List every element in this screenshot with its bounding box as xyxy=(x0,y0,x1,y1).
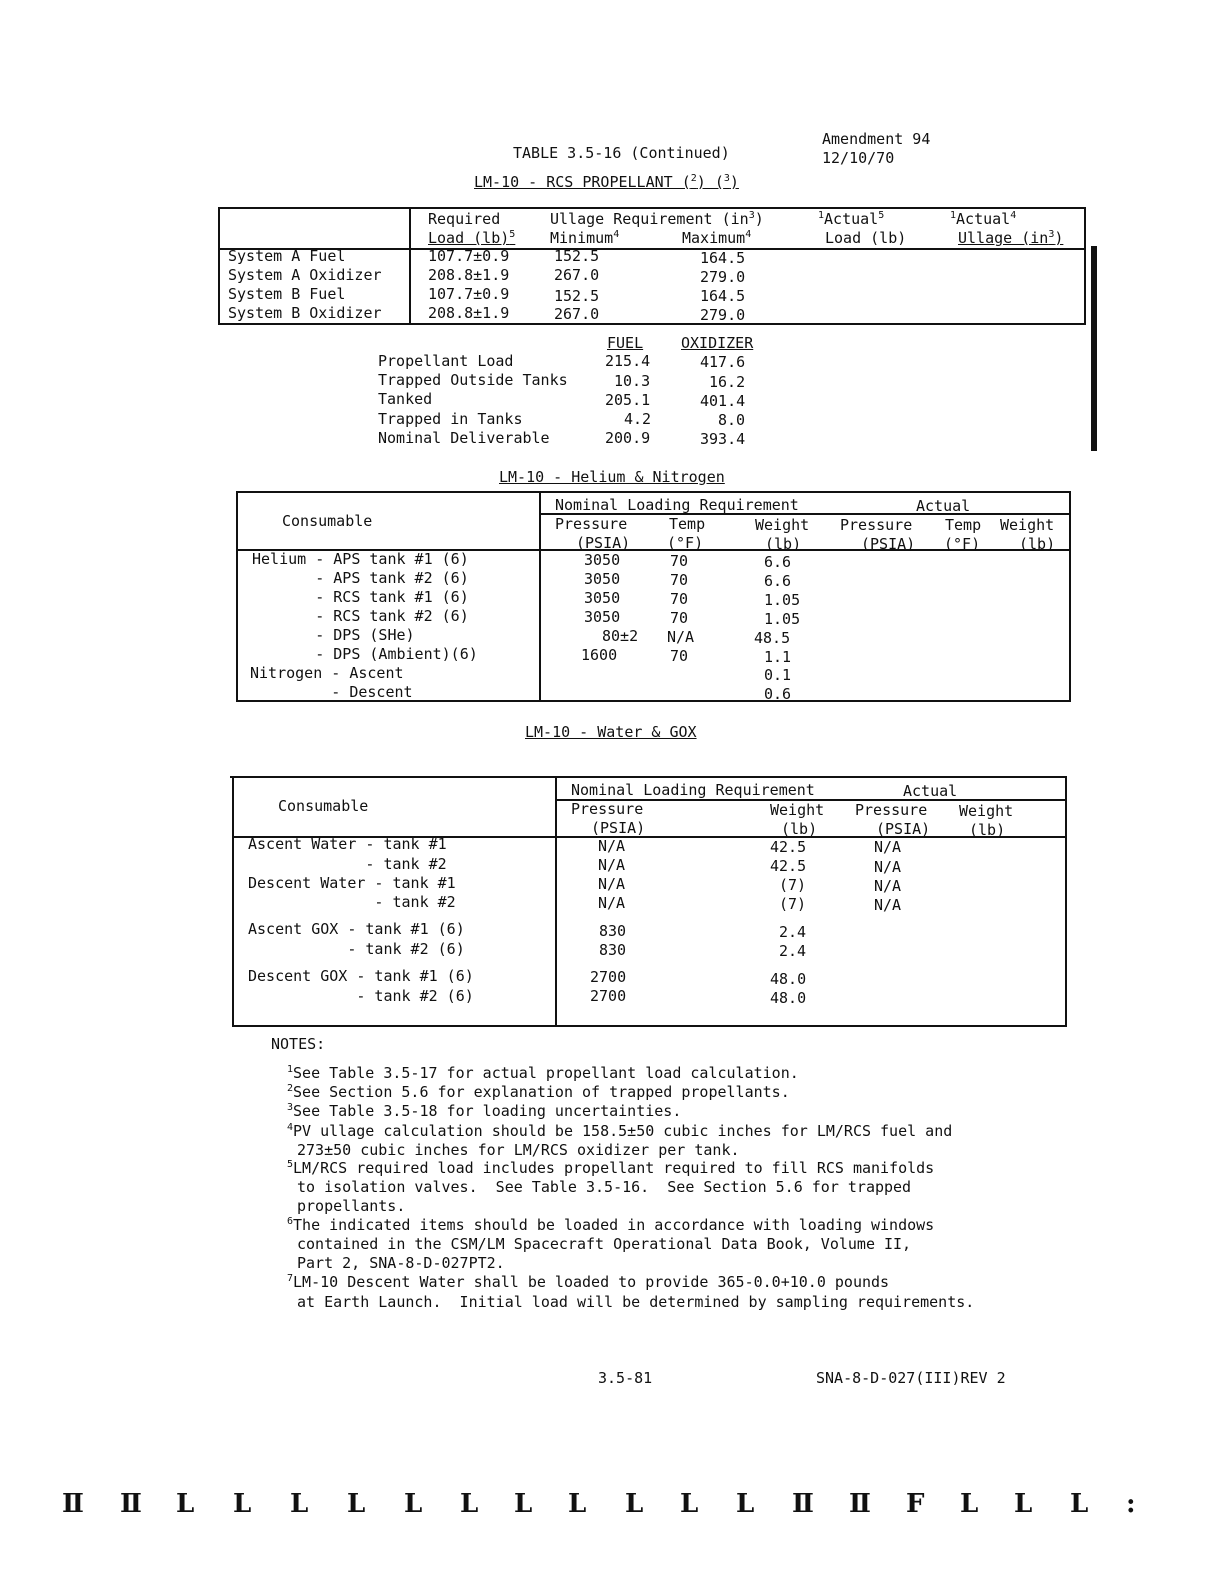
summary-row-oxidizer: 8.0 xyxy=(718,411,746,429)
water-row-pressure: 2700 xyxy=(590,987,627,1005)
summary-row-fuel: 200.9 xyxy=(605,429,651,447)
note-line: $^2$See Section 5.6 for explanation of trapped propellants. xyxy=(287,1083,790,1101)
rcs-row-label: System B Fuel xyxy=(228,285,346,303)
helium-header-actual-degf: (°F) xyxy=(944,535,981,553)
summary-row-fuel: 205.1 xyxy=(605,391,651,409)
summary-row-label: Trapped in Tanks xyxy=(378,410,523,428)
water-row-label: - tank #2 xyxy=(248,855,447,873)
helium-row-pressure: 3050 xyxy=(584,570,621,588)
revision-change-bar xyxy=(1091,246,1097,451)
helium-row-temp: 70 xyxy=(670,571,689,589)
page-number: 3.5-81 xyxy=(598,1369,653,1387)
helium-row-weight: 1.05 xyxy=(764,610,801,628)
note-line: at Earth Launch. Initial load will be determined by sampling requirements. xyxy=(297,1293,975,1311)
rcs-row-load: 107.7±0.9 xyxy=(428,247,510,265)
rcs-row-label: System A Fuel xyxy=(228,247,346,265)
helium-header-actual-lb: (lb) xyxy=(1019,535,1056,553)
water-row-label: - tank #2 xyxy=(248,893,456,911)
amendment-label: Amendment 94 xyxy=(822,130,931,148)
helium-header-pressure: Pressure xyxy=(555,515,628,533)
rcs-header-actual-load: $^1$Actual$^5$ xyxy=(818,210,885,228)
water-row-weight: 2.4 xyxy=(779,923,807,941)
water-row-actual-pressure: N/A xyxy=(874,838,902,856)
water-row-label: Ascent Water - tank #1 xyxy=(248,835,447,853)
summary-row-label: Nominal Deliverable xyxy=(378,429,550,447)
note-line: $^3$See Table 3.5-18 for loading uncertainties. xyxy=(287,1102,682,1120)
helium-header-actual-temp: Temp xyxy=(945,516,982,534)
helium-row-pressure: 3050 xyxy=(584,551,621,569)
water-row-actual-pressure: N/A xyxy=(874,896,902,914)
helium-row-label: - RCS tank #1 (6) xyxy=(252,588,469,606)
summary-row-oxidizer: 16.2 xyxy=(709,373,746,391)
summary-row-oxidizer: 393.4 xyxy=(700,430,746,448)
water-row-label: Ascent GOX - tank #1 (6) xyxy=(248,920,465,938)
note-line: 273±50 cubic inches for LM/RCS oxidizer per tank. xyxy=(297,1141,740,1159)
note-line: $^7$LM-10 Descent Water shall be loaded to provide 365-0.0+10.0 pounds xyxy=(287,1273,890,1291)
water-row-pressure: N/A xyxy=(598,894,626,912)
note-line: to isolation valves. See Table 3.5-16. See Section 5.6 for trapped xyxy=(297,1178,912,1196)
summary-row-label: Trapped Outside Tanks xyxy=(378,371,568,389)
helium-row-pressure: 80±2 xyxy=(602,627,639,645)
water-column-divider xyxy=(555,776,557,1027)
rcs-header-minimum: Minimum$^4$ xyxy=(550,229,620,247)
rcs-header-actual-load-unit: Load (lb) xyxy=(825,229,907,247)
binding-mark-icon: L xyxy=(514,1489,533,1519)
summary-row-label: Propellant Load xyxy=(378,352,514,370)
note-line: $^1$See Table 3.5-17 for actual propellant load calculation. xyxy=(287,1064,799,1082)
rcs-row-max: 164.5 xyxy=(700,249,746,267)
binding-mark-icon: Ⅱ xyxy=(849,1489,871,1519)
water-row-label: Descent Water - tank #1 xyxy=(248,874,456,892)
summary-header-oxidizer: OXIDIZER xyxy=(681,334,754,352)
helium-header-degf: (°F) xyxy=(667,534,704,552)
water-row-pressure: N/A xyxy=(598,856,626,874)
water-row-weight: 48.0 xyxy=(770,989,807,1007)
rcs-row-label: System B Oxidizer xyxy=(228,304,382,322)
rcs-header-ullage: Ullage Requirement $(in^3)$ xyxy=(550,210,764,228)
helium-header-nominal: Nominal Loading Requirement xyxy=(555,496,799,514)
helium-row-weight: 0.1 xyxy=(764,666,792,684)
helium-row-weight: 0.6 xyxy=(764,685,792,703)
rcs-header-required: Required xyxy=(428,210,501,228)
helium-row-label: - DPS (SHe) xyxy=(252,626,415,644)
document-id: SNA-8-D-027(III)REV 2 xyxy=(816,1369,1006,1387)
water-row-label: Descent GOX - tank #1 (6) xyxy=(248,967,474,985)
binding-mark-icon: L xyxy=(233,1489,252,1519)
binding-mark-icon: L xyxy=(1014,1489,1033,1519)
helium-row-weight: 1.05 xyxy=(764,591,801,609)
rcs-row-max: 164.5 xyxy=(700,287,746,305)
water-row-weight: 2.4 xyxy=(779,942,807,960)
water-row-label: - tank #2 (6) xyxy=(248,987,474,1005)
summary-row-oxidizer: 401.4 xyxy=(700,392,746,410)
helium-row-pressure: 3050 xyxy=(584,589,621,607)
rcs-row-min: 267.0 xyxy=(554,305,600,323)
binding-mark-icon: L xyxy=(736,1489,755,1519)
water-row-weight: (7) xyxy=(779,895,807,913)
rcs-column-divider xyxy=(409,207,411,325)
rcs-row-load: 107.7±0.9 xyxy=(428,285,510,303)
water-row-pressure: N/A xyxy=(598,837,626,855)
rcs-row-min: 152.5 xyxy=(554,287,600,305)
helium-header-consumable: Consumable xyxy=(282,512,373,530)
helium-header-actual-weight: Weight xyxy=(1000,516,1055,534)
water-row-weight: 42.5 xyxy=(770,857,807,875)
helium-header-actual-psia: (PSIA) xyxy=(861,535,916,553)
water-row-actual-pressure: N/A xyxy=(874,858,902,876)
rcs-row-max: 279.0 xyxy=(700,268,746,286)
binding-mark-icon: L xyxy=(404,1489,423,1519)
binding-mark-icon: L xyxy=(1070,1489,1089,1519)
helium-header-psia: (PSIA) xyxy=(576,534,631,552)
amendment-date: 12/10/70 xyxy=(822,149,895,167)
binding-mark-icon: F xyxy=(906,1489,925,1519)
note-line: $^4$PV ullage calculation should be 158.5±50 cubic inches for LM/RCS fuel and xyxy=(287,1122,953,1140)
helium-row-label: Helium - APS tank #1 (6) xyxy=(252,550,469,568)
binding-mark-icon: L xyxy=(625,1489,644,1519)
water-header-actual-weight: Weight xyxy=(959,802,1014,820)
water-row-pressure: 830 xyxy=(599,922,627,940)
rcs-row-load: 208.8±1.9 xyxy=(428,266,510,284)
water-header-nominal: Nominal Loading Requirement xyxy=(571,781,815,799)
helium-row-label: - DPS (Ambient)(6) xyxy=(252,645,478,663)
table-title: TABLE 3.5-16 (Continued) xyxy=(513,144,730,162)
helium-header-actual-pressure: Pressure xyxy=(840,516,913,534)
binding-mark-icon: L xyxy=(568,1489,587,1519)
binding-mark-icon: L xyxy=(460,1489,479,1519)
helium-column-divider xyxy=(539,491,541,702)
rcs-section-title: LM-10 - RCS PROPELLANT ($^2$) ($^3$) xyxy=(474,173,739,191)
water-row-pressure: N/A xyxy=(598,875,626,893)
rcs-header-actual-ullage: $^1$Actual$^4$ xyxy=(950,210,1017,228)
rcs-header-load: Load (lb)$^5$ xyxy=(428,229,516,247)
helium-row-temp: 70 xyxy=(670,552,689,570)
binding-mark-icon: L xyxy=(347,1489,366,1519)
water-header-actual: Actual xyxy=(903,782,958,800)
helium-row-pressure: 3050 xyxy=(584,608,621,626)
binding-mark-icon: Ⅱ xyxy=(120,1489,142,1519)
helium-header-weight: Weight xyxy=(755,516,810,534)
helium-header-temp: Temp xyxy=(669,515,706,533)
helium-row-weight: 6.6 xyxy=(764,572,792,590)
water-row-pressure: 830 xyxy=(599,941,627,959)
helium-row-weight: 1.1 xyxy=(764,648,792,666)
binding-mark-icon: Ⅱ xyxy=(792,1489,814,1519)
summary-row-oxidizer: 417.6 xyxy=(700,353,746,371)
water-row-weight: 48.0 xyxy=(770,970,807,988)
helium-row-weight: 6.6 xyxy=(764,553,792,571)
helium-row-temp: 70 xyxy=(670,647,689,665)
rcs-row-min: 267.0 xyxy=(554,266,600,284)
water-header-lb: (lb) xyxy=(781,820,818,838)
helium-header-lb: (lb) xyxy=(765,535,802,553)
helium-row-label: - APS tank #2 (6) xyxy=(252,569,469,587)
summary-row-fuel: 215.4 xyxy=(605,352,651,370)
rcs-row-min: 152.5 xyxy=(554,247,600,265)
summary-row-fuel: 4.2 xyxy=(624,410,652,428)
note-line: $^6$The indicated items should be loaded in accordance with loading windows xyxy=(287,1216,935,1234)
water-header-psia: (PSIA) xyxy=(591,819,646,837)
rcs-row-max: 279.0 xyxy=(700,306,746,324)
rcs-header-actual-ullage-unit: Ullage $(in^3)$ xyxy=(958,229,1064,247)
summary-row-label: Tanked xyxy=(378,390,433,408)
water-header-weight: Weight xyxy=(770,801,825,819)
notes-heading: NOTES: xyxy=(271,1035,326,1053)
helium-row-pressure: 1600 xyxy=(581,646,618,664)
rcs-row-label: System A Oxidizer xyxy=(228,266,382,284)
binding-mark-icon: L xyxy=(176,1489,195,1519)
water-header-actual-psia: (PSIA) xyxy=(876,820,931,838)
helium-row-temp: 70 xyxy=(670,590,689,608)
water-row-label: - tank #2 (6) xyxy=(248,940,465,958)
helium-section-title: LM-10 - Helium & Nitrogen xyxy=(499,468,725,486)
water-header-pressure: Pressure xyxy=(571,800,644,818)
note-line: contained in the CSM/LM Spacecraft Operational Data Book, Volume II, xyxy=(297,1235,912,1253)
rcs-header-divider xyxy=(218,248,1086,250)
summary-header-fuel: FUEL xyxy=(607,334,644,352)
water-row-weight: 42.5 xyxy=(770,838,807,856)
helium-row-label: - Descent xyxy=(250,683,413,701)
binding-mark-icon: L xyxy=(290,1489,309,1519)
helium-row-weight: 48.5 xyxy=(754,629,791,647)
binding-mark-icon: : xyxy=(1126,1489,1136,1519)
water-header-actual-lb: (lb) xyxy=(969,821,1006,839)
helium-row-temp: 70 xyxy=(670,609,689,627)
water-section-title: LM-10 - Water & GOX xyxy=(525,723,697,741)
note-line: propellants. xyxy=(297,1197,406,1215)
helium-header-actual: Actual xyxy=(916,497,971,515)
binding-mark-icon: L xyxy=(960,1489,979,1519)
rcs-header-maximum: Maximum$^4$ xyxy=(682,229,752,247)
helium-row-label: Nitrogen - Ascent xyxy=(250,664,404,682)
water-row-weight: (7) xyxy=(779,876,807,894)
binding-mark-icon: Ⅱ xyxy=(62,1489,84,1519)
helium-row-temp: N/A xyxy=(667,628,695,646)
water-row-pressure: 2700 xyxy=(590,968,627,986)
water-row-actual-pressure: N/A xyxy=(874,877,902,895)
rcs-row-load: 208.8±1.9 xyxy=(428,304,510,322)
water-header-actual-pressure: Pressure xyxy=(855,801,928,819)
summary-row-fuel: 10.3 xyxy=(614,372,651,390)
water-header-consumable: Consumable xyxy=(278,797,369,815)
helium-row-label: - RCS tank #2 (6) xyxy=(252,607,469,625)
note-line: $^5$LM/RCS required load includes propellant required to fill RCS manifolds xyxy=(287,1159,935,1177)
binding-mark-icon: L xyxy=(680,1489,699,1519)
note-line: Part 2, SNA-8-D-027PT2. xyxy=(297,1254,505,1272)
